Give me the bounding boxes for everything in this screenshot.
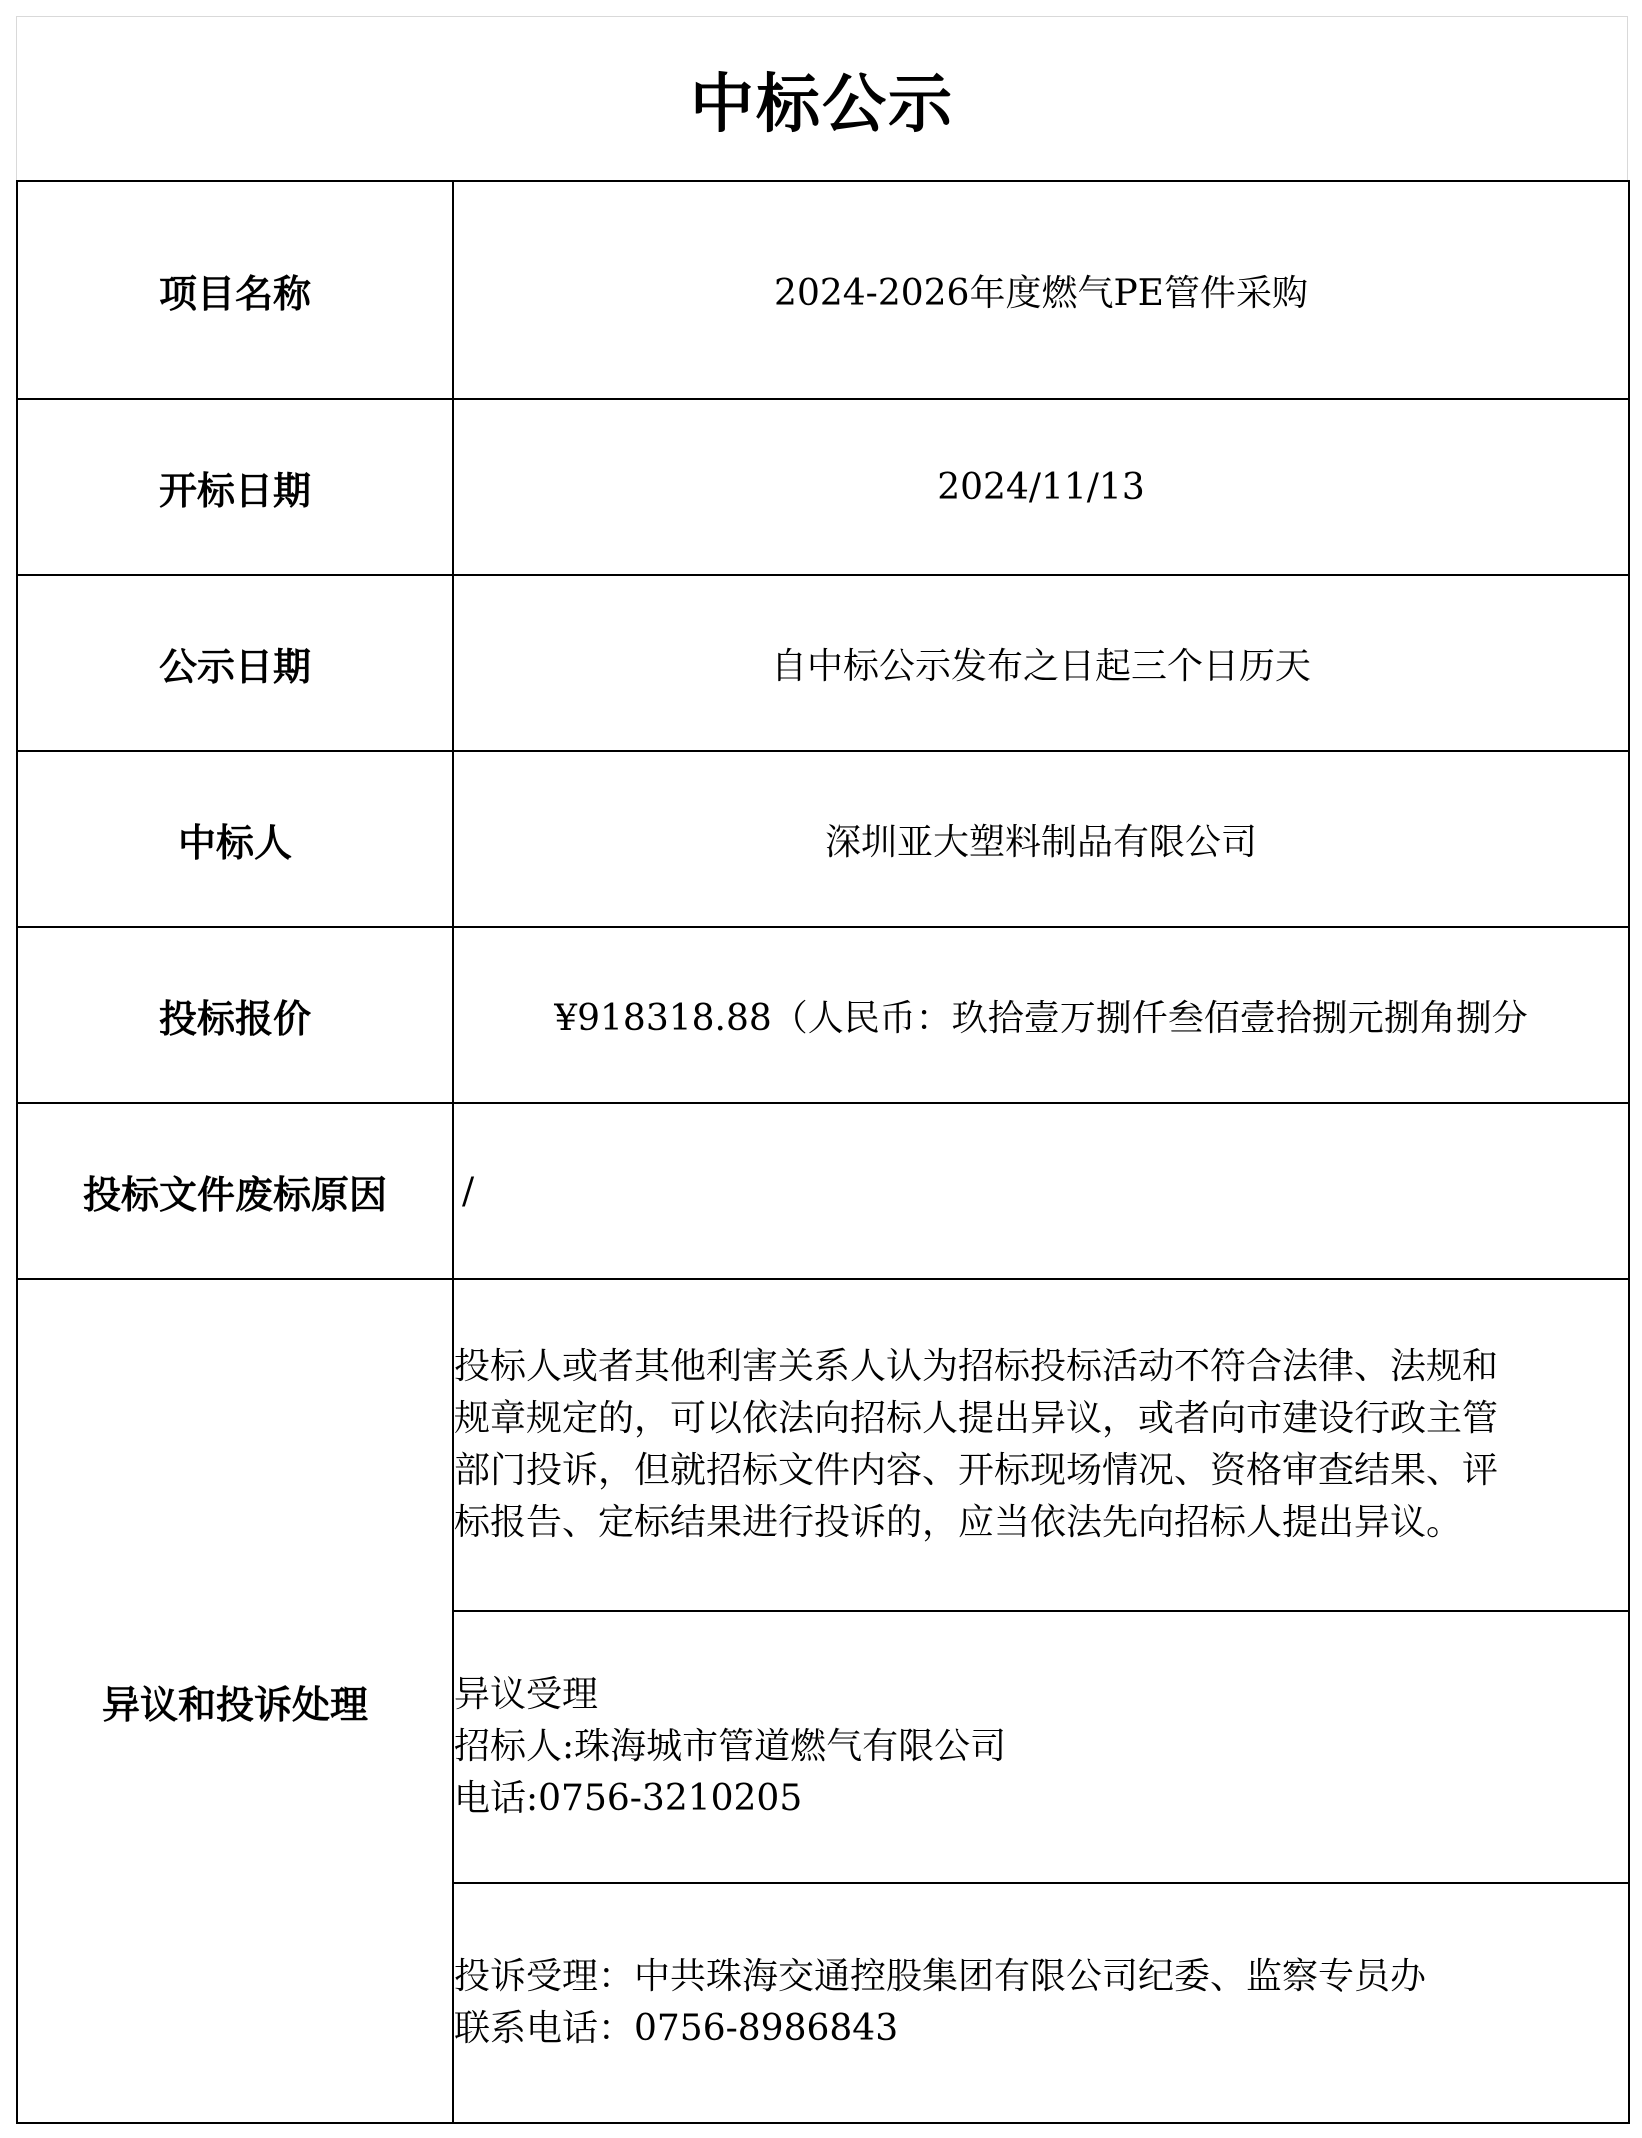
acceptance-line: 电话:0756-3210205 (454, 1778, 803, 1819)
row-publicity-date (17, 575, 1629, 751)
publicity-date-label: 公示日期 (17, 575, 453, 751)
objection-acceptance (453, 1611, 1629, 1883)
winning-bidder-label: 中标人 (17, 751, 453, 927)
notice-line: 规章规定的，可以依法向招标人提出异议，或者向市建设行政主管 (454, 1398, 1499, 1439)
row-winning-bidder (17, 751, 1629, 927)
row-rejection-reason (17, 1103, 1629, 1279)
notice-line: 标报告、定标结果进行投诉的，应当依法先向招标人提出异议。 (454, 1502, 1463, 1543)
row-bid-price (17, 927, 1629, 1103)
bid-opening-date-value: 2024/11/13 (453, 399, 1629, 575)
announcement-table (16, 180, 1630, 2124)
row-bid-opening-date (17, 399, 1629, 575)
objection-handling-label: 异议和投诉处理 (17, 1279, 453, 2123)
publicity-date-value: 自中标公示发布之日起三个日历天 (453, 575, 1629, 751)
complaint-acceptance (453, 1883, 1629, 2123)
bid-opening-date-label: 开标日期 (17, 399, 453, 575)
notice-line: 部门投诉，但就招标文件内容、开标现场情况、资格审查结果、评 (454, 1450, 1499, 1491)
title-box (16, 16, 1628, 180)
objection-notice (453, 1279, 1629, 1611)
complaint-line: 联系电话：0756-8986843 (454, 2008, 899, 2049)
row-project-name (17, 181, 1629, 399)
rejection-reason-label: 投标文件废标原因 (17, 1103, 453, 1279)
page-title: 中标公示 (690, 67, 954, 142)
announcement-sheet (16, 16, 1628, 2122)
bid-price-value: ¥918318.88（人民币：玖拾壹万捌仟叁佰壹拾捌元捌角捌分 (453, 927, 1629, 1103)
acceptance-line: 异议受理 (454, 1674, 599, 1715)
project-name-value: 2024-2026年度燃气PE管件采购 (453, 181, 1629, 399)
complaint-line: 投诉受理：中共珠海交通控股集团有限公司纪委、监察专员办 (454, 1956, 1427, 1997)
bid-price-label: 投标报价 (17, 927, 453, 1103)
winning-bidder-value: 深圳亚大塑料制品有限公司 (453, 751, 1629, 927)
row-objection-notice (17, 1279, 1629, 1611)
project-name-label: 项目名称 (17, 181, 453, 399)
rejection-reason-value: / (453, 1103, 1629, 1279)
notice-line: 投标人或者其他利害关系人认为招标投标活动不符合法律、法规和 (454, 1346, 1499, 1387)
acceptance-line: 招标人:珠海城市管道燃气有限公司 (454, 1726, 1007, 1767)
